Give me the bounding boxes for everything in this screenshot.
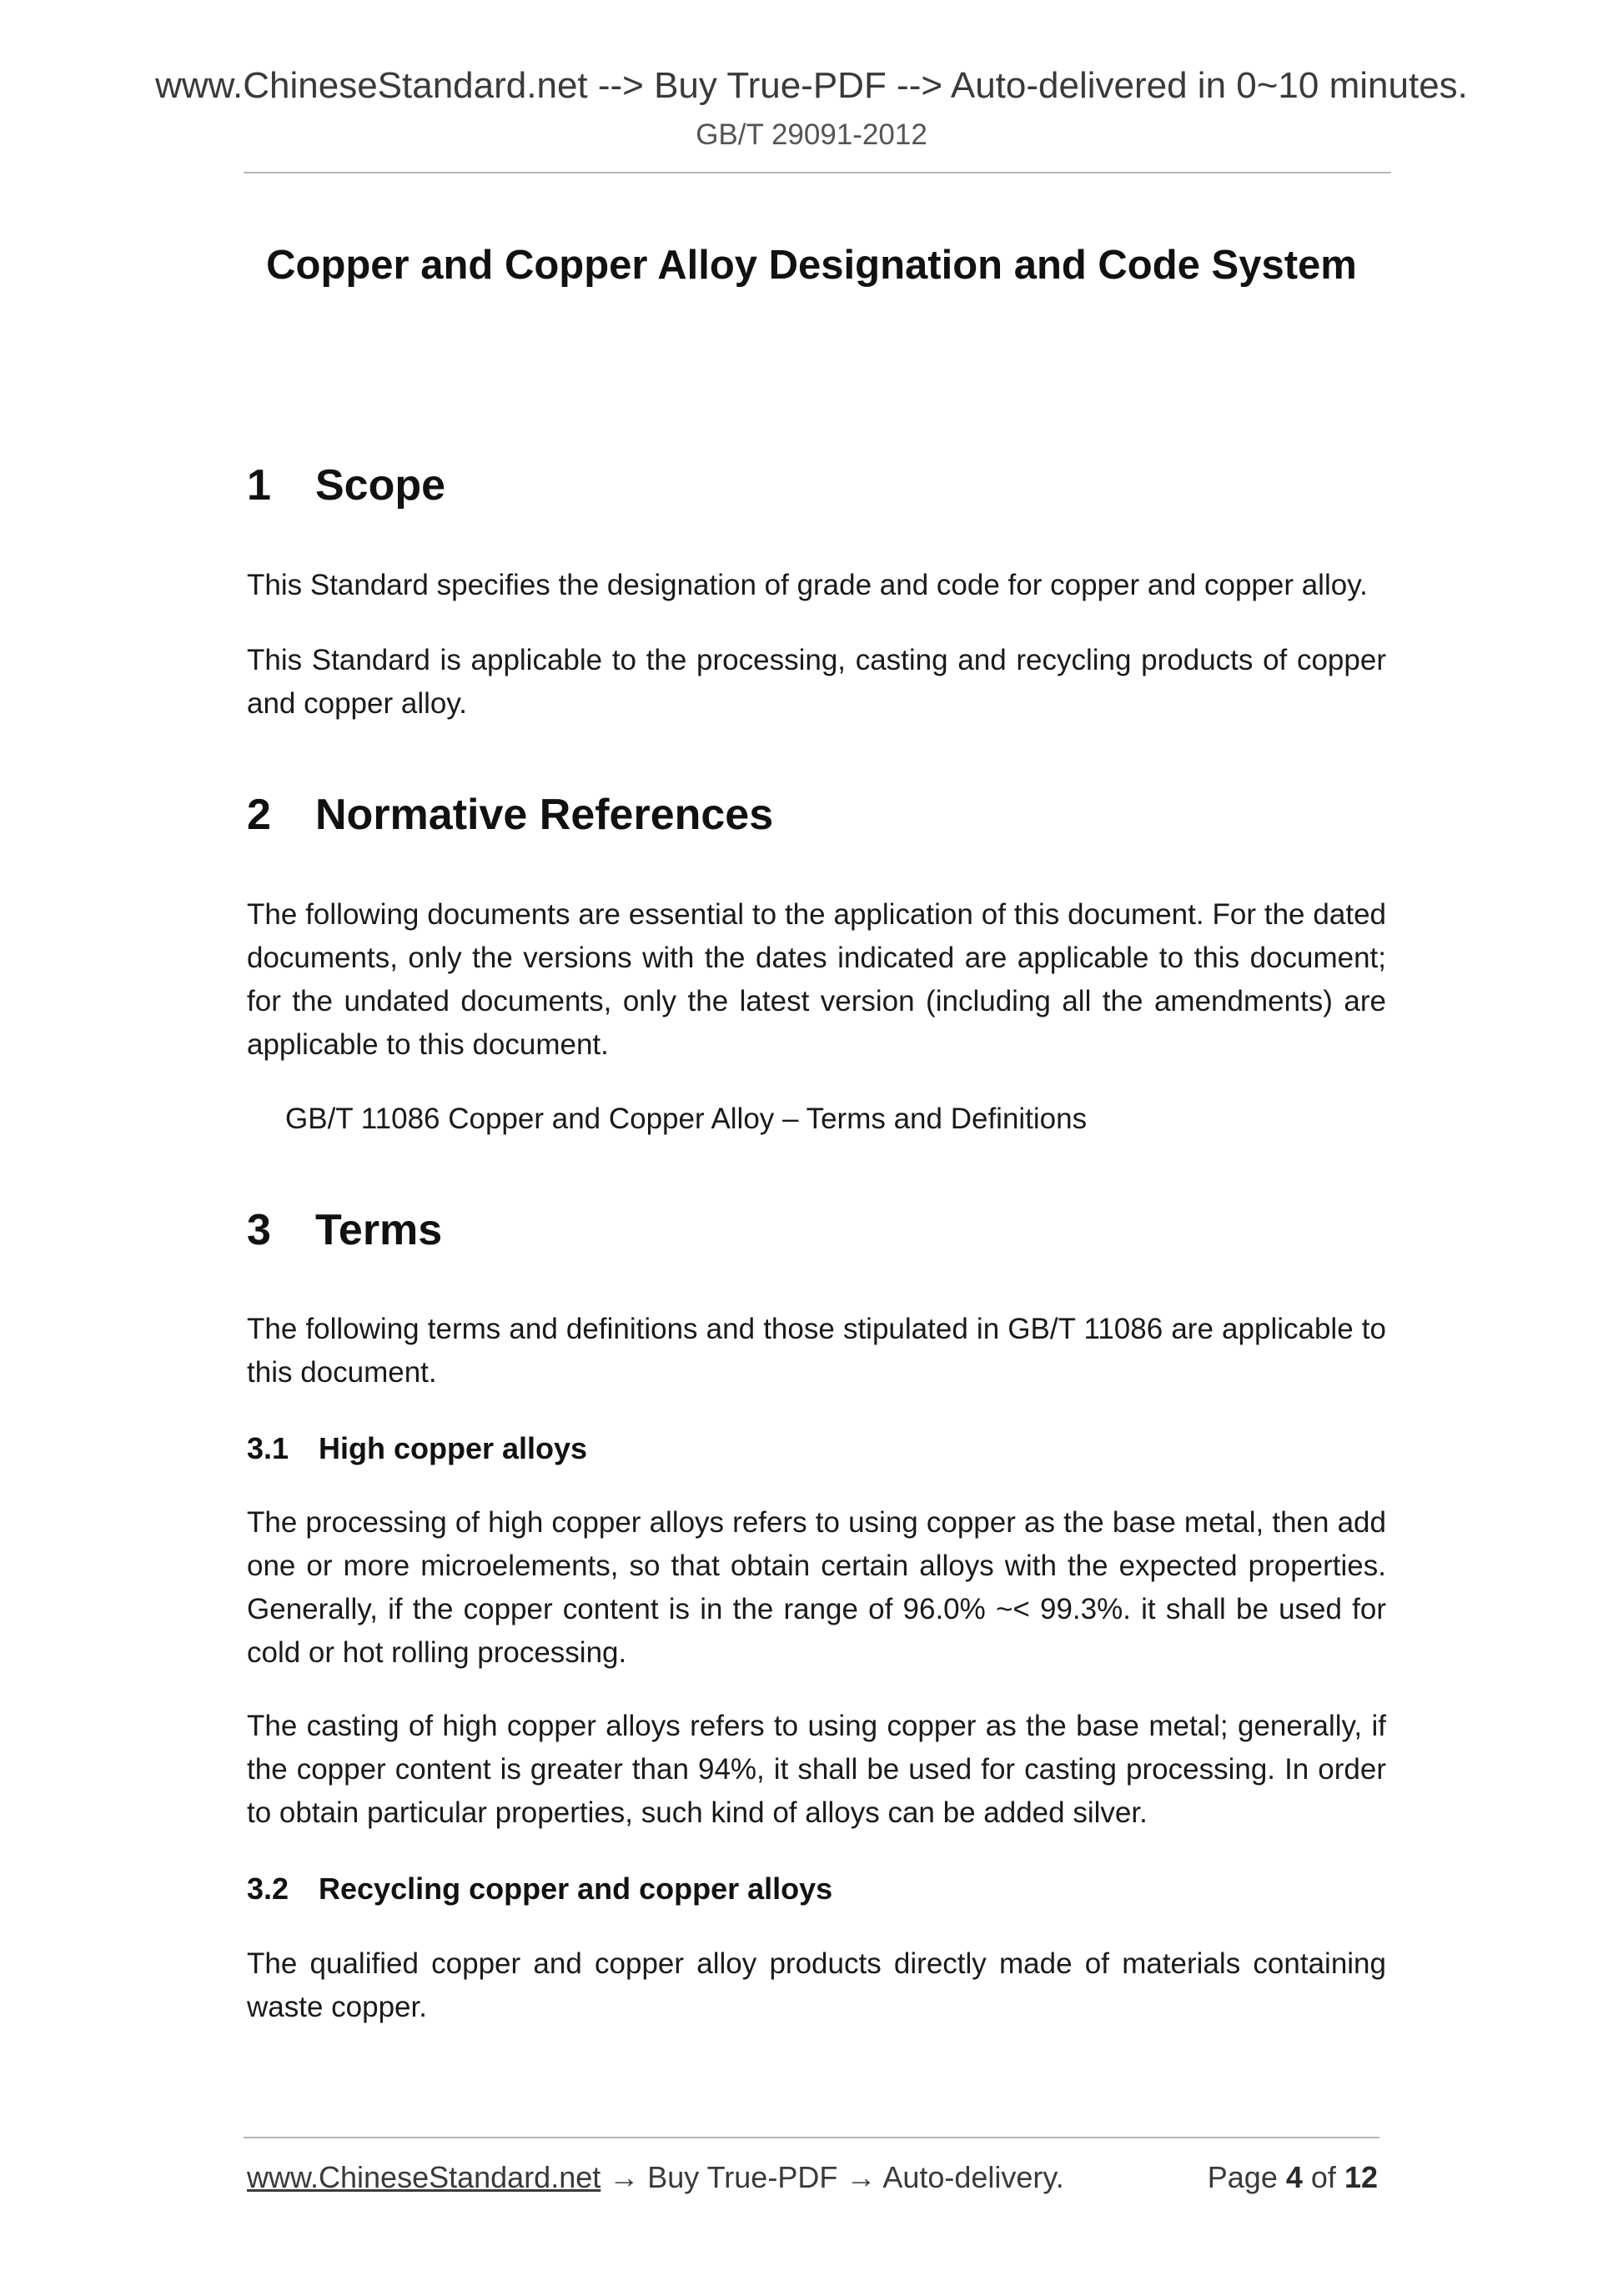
footer-divider [244, 2137, 1379, 2138]
section-number: 2 [247, 791, 271, 839]
section-number: 1 [247, 461, 271, 510]
page-label: Page [1207, 2160, 1278, 2194]
header-divider [244, 172, 1391, 173]
page-current: 4 [1285, 2160, 1303, 2194]
standard-code: GB/T 29091-2012 [696, 118, 927, 151]
page-indicator [1208, 2160, 1378, 2195]
subsection-number: 3.1 [247, 1431, 289, 1465]
section-title: Normative References [315, 791, 774, 839]
subsection-title: High copper alloys [319, 1431, 588, 1465]
page-footer [247, 2160, 1378, 2195]
document-title: Copper and Copper Alloy Designation and Code System [266, 243, 1357, 288]
subsection-3-1-heading [247, 1431, 587, 1466]
reference-item: GB/T 11086 Copper and Copper Alloy – Terms and Definitions [285, 1103, 1088, 1135]
subsection-title: Recycling copper and copper alloys [319, 1871, 833, 1906]
subsection-number: 3.2 [247, 1871, 289, 1906]
section-3-heading [247, 1205, 442, 1255]
terms-paragraph: The following terms and definitions and those stipulated in GB/T 11086 are applicable to this document. [247, 1313, 1386, 1389]
scope-paragraph-1: This Standard specifies the designation of grade and code for copper and copper alloy. [247, 569, 1368, 601]
footer-site-link[interactable]: www.ChineseStandard.net [247, 2160, 601, 2194]
section-number: 3 [247, 1206, 271, 1254]
section-1-heading [247, 460, 445, 510]
recycling-paragraph: The qualified copper and copper alloy products directly made of materials containing waste copper. [247, 1947, 1386, 2023]
references-paragraph: The following documents are essential to the application of this document. For the dated documents, only the versions with the dates indicated are applicable to this document; for the undated documents, only the latest version (including all the amendments) are applicable to this document. [247, 898, 1386, 1061]
high-copper-paragraph-2: The casting of high copper alloys refers to using copper as the base metal; generally, if the copper content is greater than 94%, it shall be used for casting processing. In order to obtain particular properties, such kind of alloys can be added silver. [247, 1710, 1386, 1829]
header-banner: www.ChineseStandard.net --> Buy True-PDF --> Auto-delivered in 0~10 minutes. [155, 65, 1468, 106]
section-2-heading [247, 790, 773, 840]
section-title: Scope [315, 461, 446, 510]
page-total: 12 [1344, 2160, 1378, 2194]
high-copper-paragraph-1: The processing of high copper alloys refers to using copper as the base metal, then add one or more microelements, so that obtain certain alloys with the expected properties. Generally, if the copper content is in the range of 96.0% ~< 99.3%. it shall be used for cold or hot rolling processing. [247, 1506, 1386, 1669]
section-title: Terms [315, 1206, 443, 1254]
scope-paragraph-2: This Standard is applicable to the processing, casting and recycling products of copper and copper alloy. [247, 644, 1386, 720]
of-label: of [1310, 2160, 1336, 2194]
footer-trail: → Buy True-PDF → Auto-delivery. [600, 2160, 1064, 2194]
subsection-3-2-heading [247, 1871, 832, 1907]
